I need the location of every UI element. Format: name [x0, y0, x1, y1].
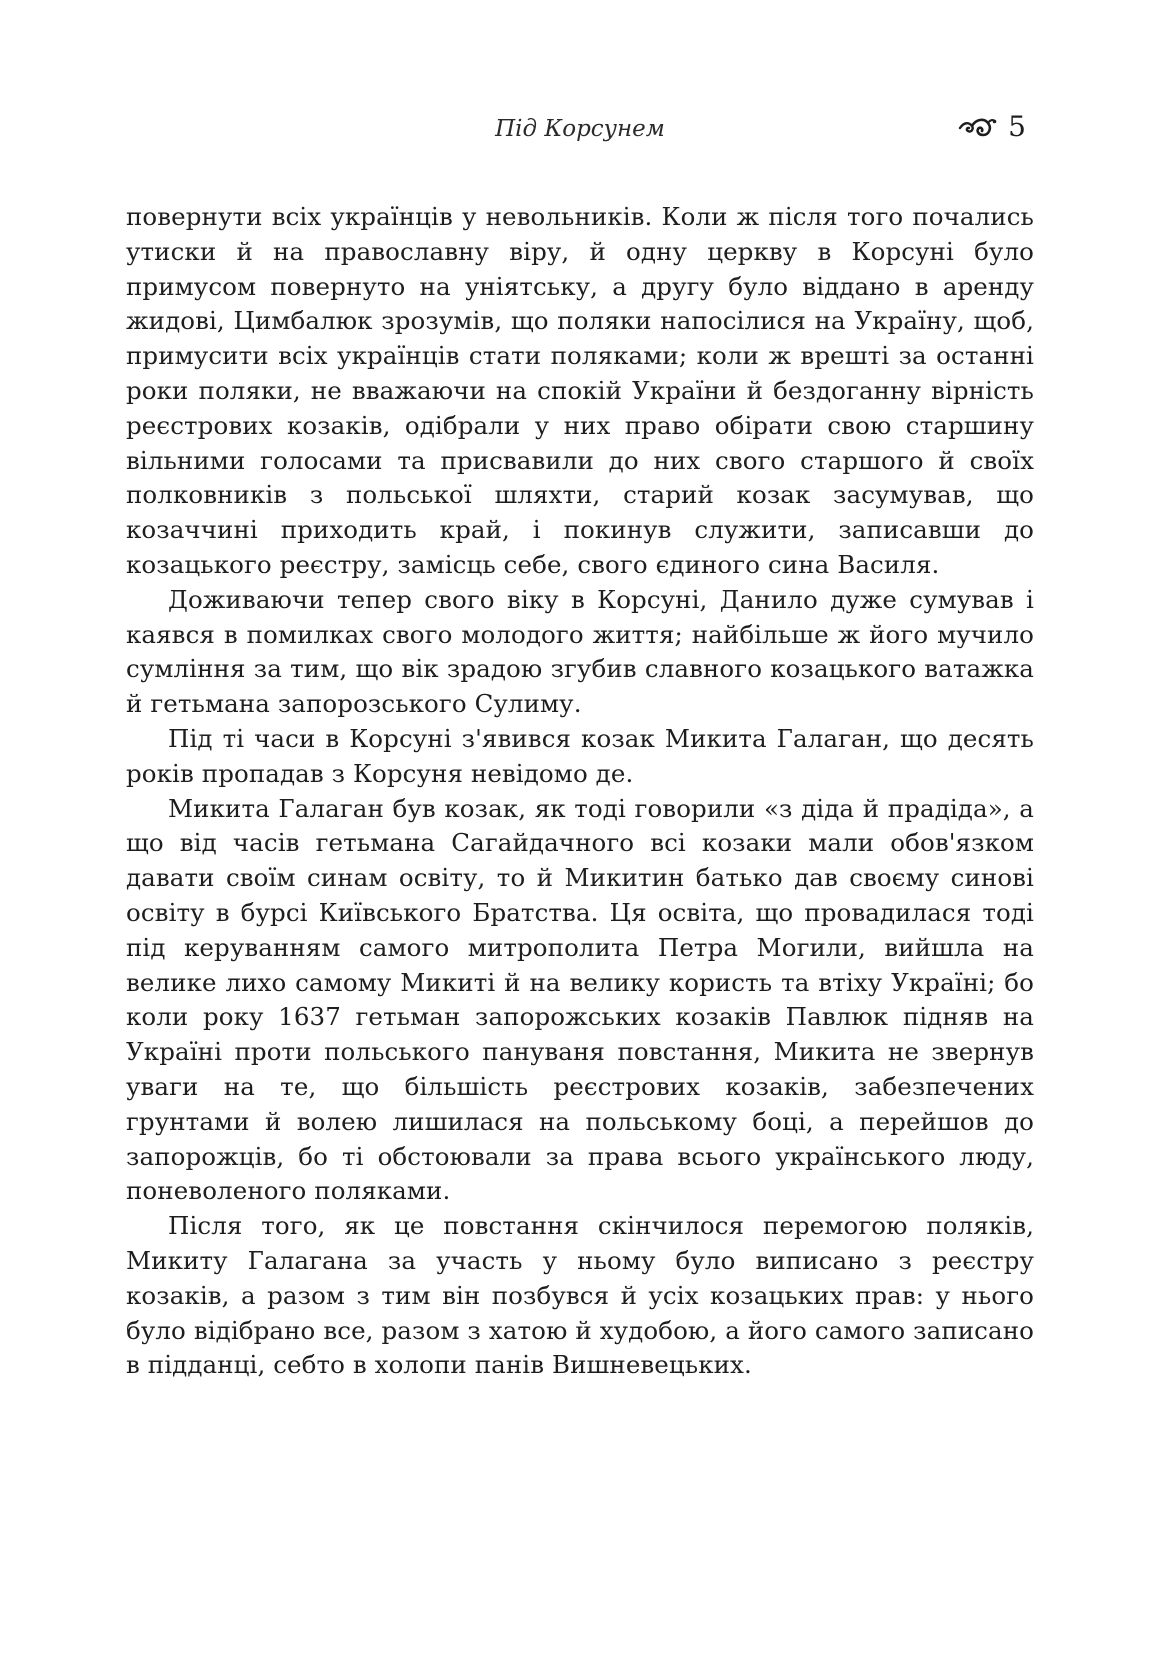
page-number-group [958, 110, 1026, 143]
fleuron-icon [958, 115, 998, 139]
paragraph: Микита Галаган був козак, як тоді говорили «з діда й прадіда», а що від часів гетьмана Сагайдачного всі козаки мали обов'язком давати своїм синам освіту, то й Микитин батько дав своєму синові освіту в бурсі Київського Братства. Ця освіта, що провадилася тоді під керуванням самого митрополита Петра Могили, вийшла на велике лихо самому Микиті й на велику користь та втіху Україні; бо коли року 1637 гетьман запорожських козаків Павлюк підняв на Україні проти польського пануваня повстання, Микита не звернув уваги на те, що більшість реєстрових козаків, забезпечених грунтами й волею лишилася на польському боці, а перейшов до запорожців, бо ті обстоювали за права всього українського люду, поневоленого поляками. [126, 793, 1034, 1206]
running-title: Під Корсунем [495, 116, 665, 142]
page-number: 5 [1008, 110, 1026, 143]
body-text [126, 200, 1034, 1383]
paragraph-continued: повернути всіх українців у невольників. Коли ж після того почались утиски й на православну віру, й одну церкву в Корсуні було примусом повернуто на уніятську, а другу було віддано в аренду жидові, Цимбалюк зрозумів, що поляки напосілися на Україну, щоб, примусити всіх українців стати поляками; коли ж врешті за останні роки поляки, не вважаючи на спокій України й бездоганну вірність реєстрових козаків, одібрали у них право обірати свою старшину вільними голосами та присвавили до них свого старшого й своїх полковників з польської шляхти, старий козак засумував, що козаччині приходить край, і покинув служити, записавши до козацького реєстру, замісць себе, свого єдиного сина Василя. [126, 202, 1034, 579]
paragraph: Під ті часи в Корсуні з'явився козак Микита Галаган, що десять років пропадав з Корсуня невідомо де. [126, 723, 1034, 788]
paragraph: Доживаючи тепер свого віку в Корсуні, Данило дуже сумував і каявся в помилках свого молодого життя; найбільше ж його мучило сумління за тим, що вік зрадою згубив славного козацького ватажка й гетьмана запорозського Сулиму. [126, 584, 1034, 719]
page-header [126, 110, 1034, 154]
paragraph: Після того, як це повстання скінчилося перемогою поляків, Микиту Галагана за участь у ньому було виписано з реєстру козаків, а разом з тим він позбувся й усіх козацьких прав: у нього було відібрано все, разом з хатою й худобою, а його самого записано в підданці, себто в холопи панів Вишневецьких. [126, 1211, 1034, 1380]
